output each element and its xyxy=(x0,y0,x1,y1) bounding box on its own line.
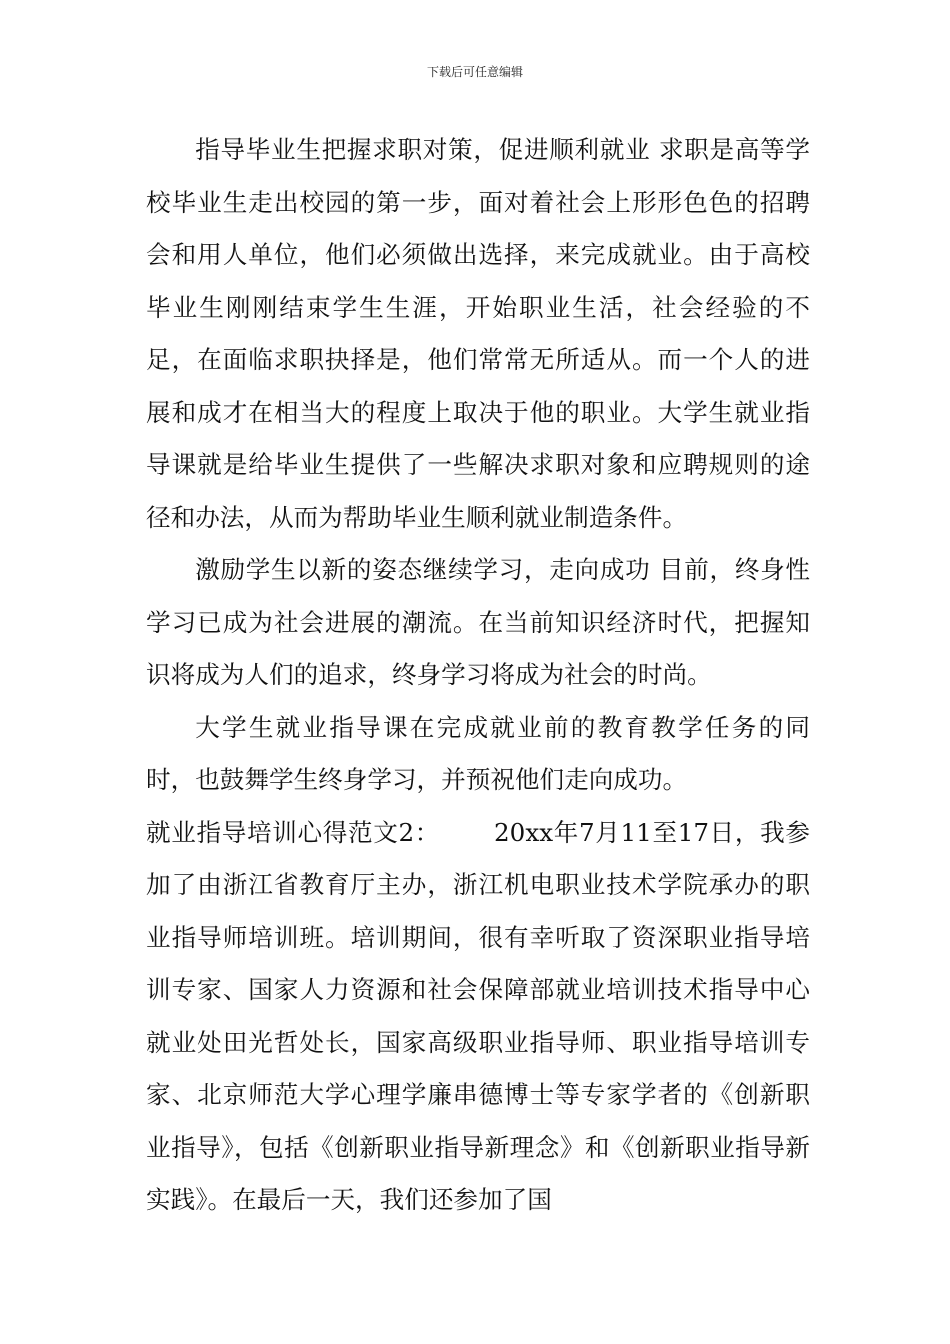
paragraph-2: 激励学生以新的姿态继续学习，走向成功 目前，终身性学习已成为社会进展的潮流。在当前知识经济时代，把握知识将成为人们的追求，终身学习将成为社会的时尚。 xyxy=(146,555,810,689)
document-body xyxy=(146,124,810,1227)
paragraph-4-text: 20xx年7月11至17日，我参加了由浙江省教育厅主办，浙江机电职业技术学院承办的职业指导师培训班。培训期间，很有幸听取了资深职业指导培训专家、国家人力资源和社会保障部就业培训技术指导中心就业处田光哲处长，国家高级职业指导师、职业指导培训专家、北京师范大学心理学廉串德博士等专家学者的《创新职业指导》，包括《创新职业指导新理念》和《创新职业指导新实践》。在最后一天，我们还参加了国 xyxy=(146,817,810,1214)
paragraph-1: 指导毕业生把握求职对策，促进顺利就业 求职是高等学校毕业生走出校园的第一步，面对着社会上形形色色的招聘会和用人单位，他们必须做出选择，来完成就业。由于高校毕业生刚刚结束学生生涯，开始职业生活，社会经验的不足，在面临求职抉择是，他们常常无所适从。而一个人的进展和成才在相当大的程度上取决于他的职业。大学生就业指导课就是给毕业生提供了一些解决求职对象和应聘规则的途径和办法，从而为帮助毕业生顺利就业制造条件。 xyxy=(146,135,810,532)
section-title: 就业指导培训心得范文2： xyxy=(146,817,441,847)
paragraph-3: 大学生就业指导课在完成就业前的教育教学任务的同时，也鼓舞学生终身学习，并预祝他们走向成功。 xyxy=(146,712,810,794)
paragraph-4 xyxy=(146,807,810,1227)
page-header: 下载后可任意编辑 xyxy=(426,65,523,79)
